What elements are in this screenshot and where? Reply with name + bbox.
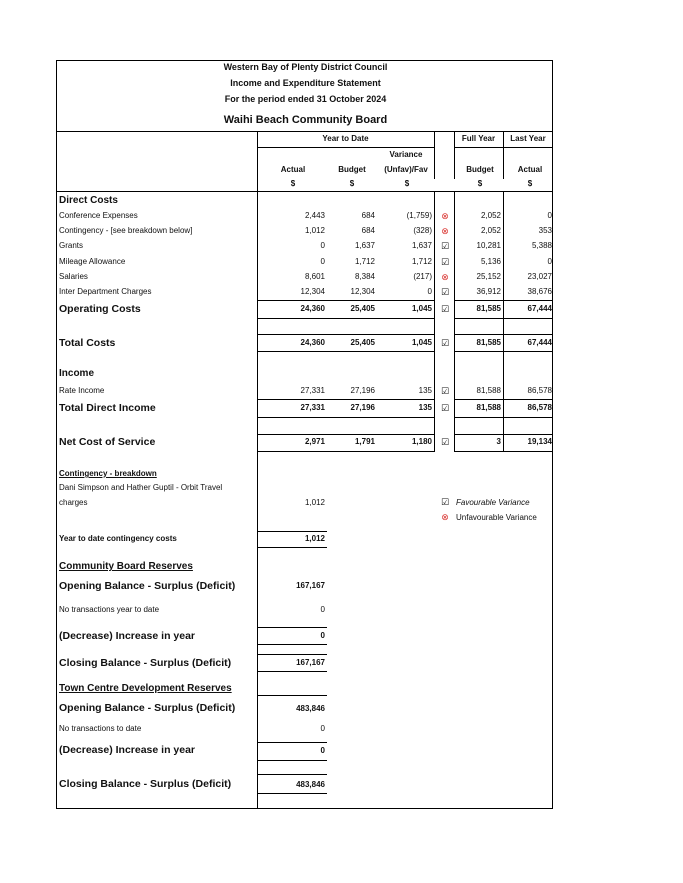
cost-row-actual: 12,304 [300,287,325,296]
cross-circle-icon: ⊗ [441,211,449,221]
cost-row-ly: 0 [547,257,552,266]
net-cost-actual: 2,971 [304,437,325,446]
operating-budget: 25,405 [350,304,375,313]
ly-actual-header: Actual [517,165,543,174]
total-costs-ly: 67,444 [527,338,552,347]
cost-row-variance: 1,637 [411,241,432,250]
rate-income-fy: 81,588 [476,386,501,395]
net-cost-variance: 1,180 [411,437,432,446]
checkbox-icon: ☑ [440,437,450,447]
actual-header: Actual [280,165,306,174]
cb-closing-value: 167,167 [296,658,325,667]
variance-sub-header: (Unfav)/Fav [384,165,428,174]
cost-row-ly: 353 [538,226,552,235]
cost-row-budget: 1,712 [354,257,375,266]
currency-fy: $ [477,179,483,188]
cost-row-variance: (1,759) [406,211,432,220]
col-divider-ytd-lower [434,191,435,452]
total-costs-budget: 25,405 [350,338,375,347]
statement-title: Income and Expenditure Statement [230,78,381,88]
total-costs-actual: 24,360 [300,338,325,347]
org-title: Western Bay of Plenty District Council [223,62,388,72]
operating-fy: 81,585 [476,304,501,313]
tc-closing-value: 483,846 [296,780,325,789]
cost-row-variance: 0 [427,287,432,296]
tc-opening-label: Opening Balance - Surplus (Deficit) [59,702,236,714]
cost-row-label: Grants [59,241,84,250]
checkbox-icon: ☑ [440,257,450,267]
cost-row-fy: 2,052 [480,226,501,235]
ytd-contingency-label: Year to date contingency costs [59,534,177,543]
operating-variance: 1,045 [411,304,432,313]
legend-favourable: Favourable Variance [456,498,530,507]
currency-actual: $ [290,179,296,188]
cost-row-budget: 12,304 [350,287,375,296]
cost-row-fy: 2,052 [480,211,501,220]
period-title: For the period ended 31 October 2024 [224,94,387,104]
income-heading: Income [59,368,95,379]
rate-income-actual: 27,331 [300,386,325,395]
cost-row-ly: 5,388 [531,241,552,250]
total-costs-variance: 1,045 [411,338,432,347]
cost-row-budget: 684 [361,226,375,235]
rate-income-budget: 27,196 [350,386,375,395]
cost-row-variance: (217) [413,272,432,281]
cb-reserves-title: Community Board Reserves [59,561,193,572]
rate-income-label: Rate Income [59,386,105,395]
operating-ly: 67,444 [527,304,552,313]
tc-note-value: 0 [320,724,325,733]
cost-row-ly: 23,027 [527,272,552,281]
contingency-line2: charges [59,498,88,507]
budget-header: Budget [338,165,366,174]
checkbox-icon: ☑ [440,497,450,507]
rate-income-ly: 86,578 [527,386,552,395]
tc-opening-value: 483,846 [296,704,325,713]
cb-note: No transactions year to date [59,605,160,614]
cost-row-actual: 8,601 [304,272,325,281]
cost-row-budget: 1,637 [354,241,375,250]
cb-note-value: 0 [320,605,325,614]
cost-row-fy: 36,912 [476,287,501,296]
operating-costs-label: Operating Costs [59,303,141,315]
cost-row-label: Contingency - [see breakdown below] [59,226,193,235]
cb-change-value: 0 [320,631,325,640]
cost-row-actual: 2,443 [304,211,325,220]
total-costs-label: Total Costs [59,337,116,349]
cost-row-fy: 25,152 [476,272,501,281]
income-total-actual: 27,331 [300,403,325,412]
tc-note: No transactions to date [59,724,142,733]
ytd-contingency-amount: 1,012 [304,534,325,543]
cost-row-fy: 5,136 [480,257,501,266]
col-divider-label [257,131,258,809]
total-direct-income-label: Total Direct Income [59,402,156,414]
checkbox-icon: ☑ [440,386,450,396]
total-costs-fy: 81,585 [476,338,501,347]
net-cost-ly: 19,134 [527,437,552,446]
income-total-variance: 135 [418,403,432,412]
cost-row-label: Mileage Allowance [59,257,126,266]
direct-costs-heading: Direct Costs [59,195,118,206]
checkbox-icon: ☑ [440,403,450,413]
contingency-line1: Dani Simpson and Hather Guptil - Orbit Travel [59,483,223,492]
cost-row-budget: 684 [361,211,375,220]
cb-opening-value: 167,167 [296,581,325,590]
checkbox-icon: ☑ [440,241,450,251]
net-cost-fy: 3 [496,437,501,446]
cost-row-actual: 1,012 [304,226,325,235]
currency-variance: $ [404,179,410,188]
income-total-ly: 86,578 [527,403,552,412]
header-rule [57,131,553,132]
tc-closing-label: Closing Balance - Surplus (Deficit) [59,778,232,790]
cb-change-label: (Decrease) Increase in year [59,630,196,642]
cost-row-actual: 0 [320,241,325,250]
fy-budget-header: Budget [466,165,494,174]
legend-unfavourable: Unfavourable Variance [456,513,537,522]
cross-circle-icon: ⊗ [441,512,449,522]
last-year-header: Last Year [510,134,546,143]
cb-opening-label: Opening Balance - Surplus (Deficit) [59,580,236,592]
variance-header: Variance [389,150,423,159]
net-cost-label: Net Cost of Service [59,436,156,448]
tc-change-value: 0 [320,746,325,755]
tc-change-label: (Decrease) Increase in year [59,744,196,756]
checkbox-icon: ☑ [440,338,450,348]
income-total-fy: 81,588 [476,403,501,412]
cost-row-fy: 10,281 [476,241,501,250]
cost-row-actual: 0 [320,257,325,266]
statement-sheet [56,60,553,809]
cost-row-variance: 1,712 [411,257,432,266]
tc-reserves-title: Town Centre Development Reserves [59,683,232,694]
ytd-header: Year to Date [322,134,369,143]
full-year-header: Full Year [461,134,496,143]
currency-budget: $ [349,179,355,188]
board-title: Waihi Beach Community Board [223,114,388,126]
operating-actual: 24,360 [300,304,325,313]
cost-row-ly: 38,676 [527,287,552,296]
cost-row-label: Conference Expenses [59,211,138,220]
income-total-budget: 27,196 [350,403,375,412]
cross-circle-icon: ⊗ [441,226,449,236]
rate-income-variance: 135 [418,386,432,395]
checkbox-icon: ☑ [440,304,450,314]
checkbox-icon: ☑ [440,287,450,297]
cross-circle-icon: ⊗ [441,272,449,282]
contingency-title: Contingency - breakdown [59,469,157,478]
cb-closing-label: Closing Balance - Surplus (Deficit) [59,657,232,669]
cost-row-variance: (328) [413,226,432,235]
cost-row-label: Salaries [59,272,88,281]
currency-ly: $ [527,179,533,188]
contingency-amount: 1,012 [304,498,325,507]
cost-row-label: Inter Department Charges [59,287,152,296]
cost-row-ly: 0 [547,211,552,220]
net-cost-budget: 1,791 [354,437,375,446]
cost-row-budget: 8,384 [354,272,375,281]
